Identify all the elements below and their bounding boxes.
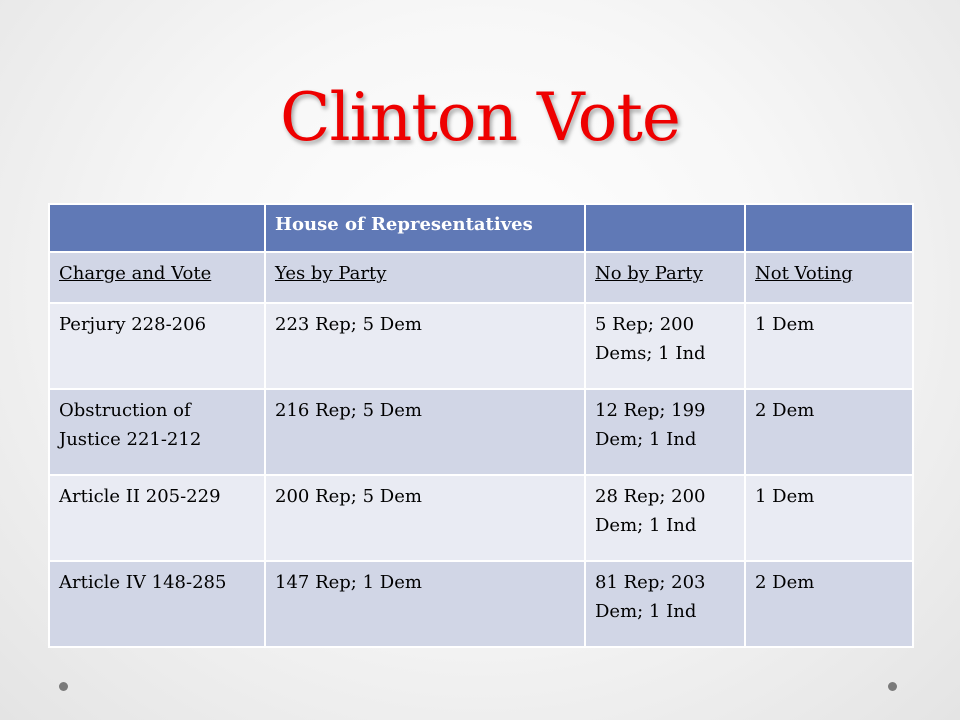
votes-table: [48, 203, 914, 648]
table-cell: Article IV 148-285: [49, 561, 265, 647]
table-cell: 1 Dem: [745, 475, 913, 561]
table-cell: Article II 205-229: [49, 475, 265, 561]
header-cell: [745, 204, 913, 252]
header-cell: [585, 204, 745, 252]
table-cell: 81 Rep; 203 Dem; 1 Ind: [585, 561, 745, 647]
column-header-yes: Yes by Party: [265, 252, 585, 303]
table-cell: 216 Rep; 5 Dem: [265, 389, 585, 475]
table-cell: 12 Rep; 199 Dem; 1 Ind: [585, 389, 745, 475]
table-cell: 1 Dem: [745, 303, 913, 389]
decorative-dot-right: [888, 682, 897, 691]
table-header-row: [49, 204, 913, 252]
table-row: [49, 475, 913, 561]
header-cell-house: House of Representatives: [265, 204, 585, 252]
column-header-no: No by Party: [585, 252, 745, 303]
decorative-dot-left: [59, 682, 68, 691]
table-row: [49, 389, 913, 475]
table-cell: 147 Rep; 1 Dem: [265, 561, 585, 647]
table-cell: 5 Rep; 200 Dems; 1 Ind: [585, 303, 745, 389]
table-cell: Perjury 228-206: [49, 303, 265, 389]
table-cell: 223 Rep; 5 Dem: [265, 303, 585, 389]
column-header-not-voting: Not Voting: [745, 252, 913, 303]
table-cell: 28 Rep; 200 Dem; 1 Ind: [585, 475, 745, 561]
table-cell: 2 Dem: [745, 561, 913, 647]
table-cell: 2 Dem: [745, 389, 913, 475]
column-header-row: [49, 252, 913, 303]
slide-title: Clinton Vote: [280, 79, 680, 156]
header-cell: [49, 204, 265, 252]
table-row: [49, 303, 913, 389]
table-cell: Obstruction of Justice 221-212: [49, 389, 265, 475]
column-header-charge: Charge and Vote: [49, 252, 265, 303]
table-cell: 200 Rep; 5 Dem: [265, 475, 585, 561]
table-row: [49, 561, 913, 647]
